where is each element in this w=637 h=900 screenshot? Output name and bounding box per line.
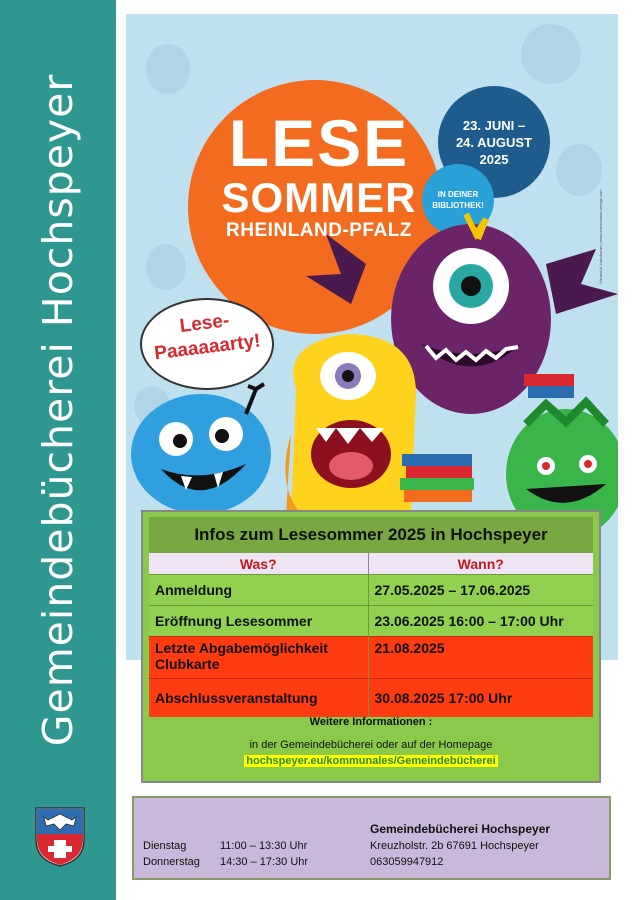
contact-phone[interactable]: 063059947912 bbox=[370, 856, 444, 868]
library-line: IN DEINER bbox=[437, 190, 479, 199]
opening-day: Dienstag bbox=[143, 840, 187, 852]
sidebar-band bbox=[0, 0, 116, 900]
table-row bbox=[149, 679, 593, 718]
schedule-table bbox=[149, 553, 593, 717]
column-header-when: Wann? bbox=[368, 553, 593, 575]
table-row bbox=[149, 637, 593, 679]
logo-sommer: SOMMER bbox=[221, 174, 417, 221]
table-header-row bbox=[149, 553, 593, 575]
row-what: Anmeldung bbox=[149, 575, 368, 606]
bubble-line: Paaaaaarty! bbox=[153, 330, 262, 365]
bubble-line: Lese- bbox=[178, 310, 231, 338]
logo-lese: LESE bbox=[228, 106, 410, 180]
table-row bbox=[149, 606, 593, 637]
row-when: 21.08.2025 bbox=[368, 637, 593, 679]
vertical-title: Gemeindebücherei Hochspeyer bbox=[34, 73, 82, 747]
contact-address: Kreuzholstr. 2b 67691 Hochspeyer bbox=[370, 840, 539, 852]
logo-region: RHEINLAND-PFALZ bbox=[226, 220, 412, 241]
row-when: 27.05.2025 – 17.06.2025 bbox=[368, 575, 593, 606]
more-info-text: in der Gemeindebücherei oder auf der Homepage bbox=[249, 739, 493, 751]
info-title: Infos zum Lesesommer 2025 in Hochspeyer bbox=[149, 517, 593, 553]
opening-time: 11:00 – 13:30 Uhr bbox=[220, 840, 308, 852]
opening-day: Donnerstag bbox=[143, 856, 200, 868]
contact-library-name: Gemeindebücherei Hochspeyer bbox=[370, 822, 551, 836]
coat-of-arms-icon bbox=[34, 806, 86, 868]
column-header-what: Was? bbox=[149, 553, 368, 575]
opening-time: 14:30 – 17:30 Uhr bbox=[220, 856, 309, 868]
row-what: Eröffnung Lesesommer bbox=[149, 606, 368, 637]
blue-monster-icon bbox=[131, 384, 271, 514]
yellow-monster-icon bbox=[285, 334, 416, 514]
library-line: BIBLIOTHEK! bbox=[432, 201, 484, 210]
date-line: 2025 bbox=[479, 151, 509, 167]
row-when: 30.08.2025 17:00 Uhr bbox=[368, 679, 593, 718]
more-info bbox=[149, 716, 593, 769]
date-line: 24. AUGUST bbox=[455, 134, 533, 150]
row-when: 23.06.2025 16:00 – 17:00 Uhr bbox=[368, 606, 593, 637]
row-what: Abschlussveranstaltung bbox=[149, 679, 368, 718]
date-line: 23. JUNI – bbox=[462, 117, 526, 133]
image-credit: Nieland & Lutschauer | www.lesesommer-design.com bbox=[598, 189, 603, 284]
table-row bbox=[149, 575, 593, 606]
row-what: Letzte Abgabemöglichkeit Clubkarte bbox=[149, 637, 368, 679]
homepage-link[interactable]: hochspeyer.eu/kommunales/Gemeindebücherei bbox=[246, 755, 496, 767]
more-info-title: Weitere Informationen : bbox=[309, 716, 433, 728]
